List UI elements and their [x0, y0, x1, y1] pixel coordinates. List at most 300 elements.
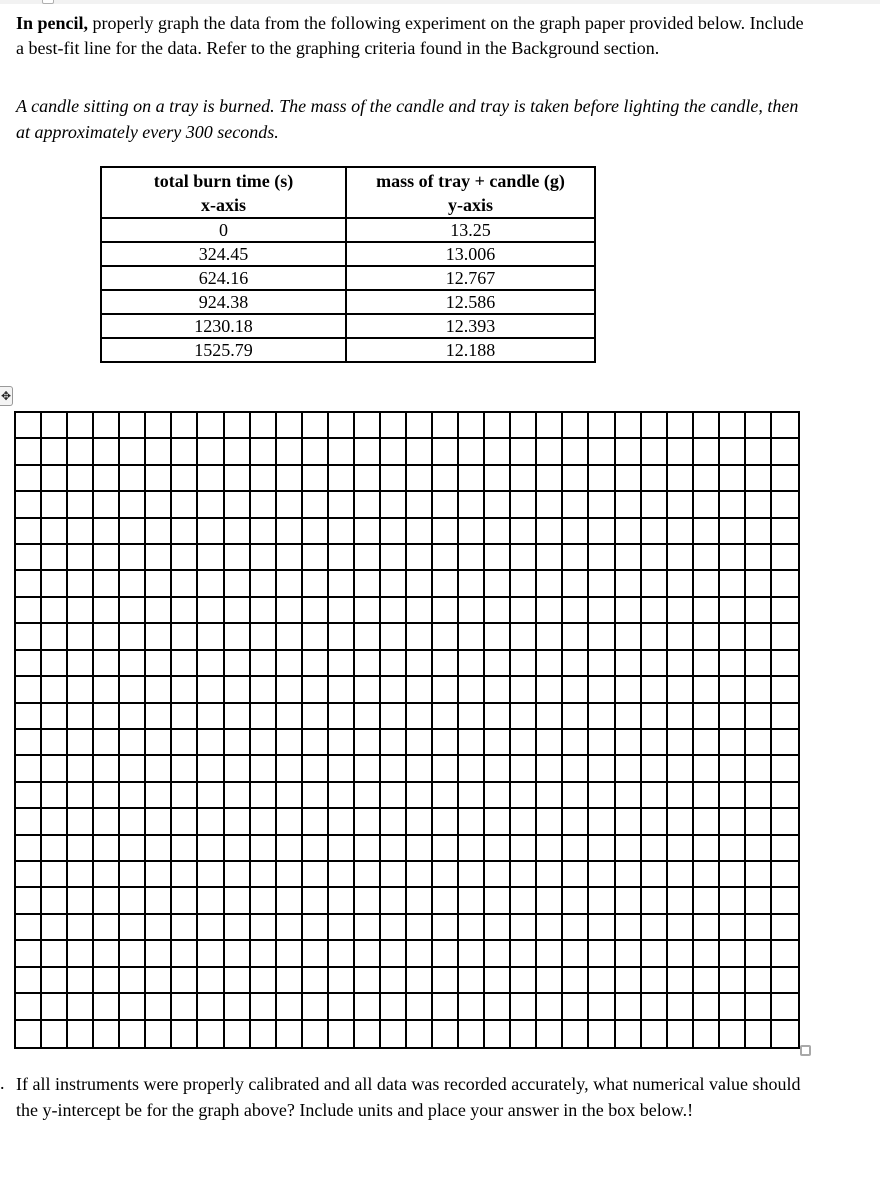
graph-cell [68, 571, 94, 597]
graph-cell [381, 756, 407, 782]
graph-cell [251, 915, 277, 941]
graph-cell [485, 651, 511, 677]
graph-cell [251, 519, 277, 545]
graph-cell [251, 704, 277, 730]
graph-cell [172, 413, 198, 439]
graph-cell [251, 624, 277, 650]
graph-cell [407, 888, 433, 914]
graph-cell [433, 704, 459, 730]
graph-paper-grid[interactable] [14, 411, 800, 1049]
graph-cell [94, 862, 120, 888]
graph-cell [668, 571, 694, 597]
graph-cell [407, 809, 433, 835]
graph-cell [459, 994, 485, 1020]
graph-cell [616, 545, 642, 571]
graph-cell [329, 624, 355, 650]
graph-cell [720, 466, 746, 492]
graph-cell [485, 545, 511, 571]
graph-cell [746, 545, 772, 571]
graph-cell [407, 651, 433, 677]
graph-cell [537, 730, 563, 756]
graph-cell [225, 519, 251, 545]
graph-cell [563, 651, 589, 677]
graph-cell [720, 836, 746, 862]
graph-cell [433, 519, 459, 545]
graph-cell [746, 519, 772, 545]
graph-cell [772, 783, 798, 809]
graph-cell [642, 915, 668, 941]
graph-cell [772, 704, 798, 730]
graph-cell [198, 783, 224, 809]
graph-cell [485, 915, 511, 941]
graph-cell [120, 915, 146, 941]
graph-cell [146, 888, 172, 914]
graph-cell [616, 704, 642, 730]
graph-cell [42, 651, 68, 677]
graph-cell [511, 545, 537, 571]
graph-cell [642, 941, 668, 967]
graph-cell [668, 439, 694, 465]
graph-cell [251, 466, 277, 492]
graph-cell [381, 651, 407, 677]
graph-cell [694, 466, 720, 492]
graph-cell [277, 624, 303, 650]
graph-cell [694, 1021, 720, 1047]
graph-cell [433, 651, 459, 677]
graph-cell [68, 1021, 94, 1047]
graph-cell [720, 994, 746, 1020]
graph-cell [668, 677, 694, 703]
graph-cell [198, 492, 224, 518]
graph-cell [146, 571, 172, 597]
graph-cell [772, 439, 798, 465]
graph-cell [198, 915, 224, 941]
graph-cell [537, 439, 563, 465]
table-row [101, 266, 595, 290]
graph-cell [120, 836, 146, 862]
graph-cell [172, 545, 198, 571]
graph-cell [303, 598, 329, 624]
graph-cell [589, 598, 615, 624]
graph-cell [511, 756, 537, 782]
graph-cell [198, 888, 224, 914]
graph-cell [355, 888, 381, 914]
table-row [101, 314, 595, 338]
graph-cell [68, 519, 94, 545]
graph-cell [42, 1021, 68, 1047]
graph-cell [303, 836, 329, 862]
graph-cell [94, 598, 120, 624]
graph-cell [616, 809, 642, 835]
graph-cell [16, 704, 42, 730]
data-table [100, 166, 596, 363]
graph-cell [94, 968, 120, 994]
graph-cell [433, 915, 459, 941]
graph-cell [120, 492, 146, 518]
graph-cell [537, 519, 563, 545]
graph-cell [16, 809, 42, 835]
graph-cell [42, 968, 68, 994]
graph-cell [433, 888, 459, 914]
graph-cell [16, 915, 42, 941]
graph-cell [720, 968, 746, 994]
graph-cell [172, 994, 198, 1020]
graph-cell [459, 809, 485, 835]
graph-cell [668, 492, 694, 518]
graph-cell [277, 783, 303, 809]
table-resize-handle[interactable] [800, 1045, 811, 1056]
graph-cell [146, 862, 172, 888]
graph-cell [94, 756, 120, 782]
graph-cell [511, 598, 537, 624]
graph-cell [68, 730, 94, 756]
graph-cell [746, 888, 772, 914]
graph-cell [172, 915, 198, 941]
graph-cell [355, 809, 381, 835]
graph-cell [511, 730, 537, 756]
graph-cell [511, 439, 537, 465]
graph-cell [146, 783, 172, 809]
graph-cell [668, 941, 694, 967]
graph-cell [746, 809, 772, 835]
graph-cell [355, 941, 381, 967]
graph-cell [433, 836, 459, 862]
graph-cell [537, 915, 563, 941]
graph-cell [485, 756, 511, 782]
graph-cell [94, 809, 120, 835]
graph-cell [694, 783, 720, 809]
graph-cell [303, 756, 329, 782]
graph-cell [225, 888, 251, 914]
graph-cell [511, 466, 537, 492]
graph-cell [694, 545, 720, 571]
graph-cell [42, 809, 68, 835]
graph-cell [720, 571, 746, 597]
instructions-bold-lead: In pencil, [16, 13, 89, 33]
graph-cell [329, 941, 355, 967]
graph-cell [668, 624, 694, 650]
graph-cell [68, 836, 94, 862]
graph-cell [459, 915, 485, 941]
graph-cell [172, 598, 198, 624]
cell-time: 924.38 [101, 290, 346, 314]
graph-cell [329, 783, 355, 809]
graph-cell [16, 598, 42, 624]
graph-cell [459, 651, 485, 677]
graph-cell [42, 704, 68, 730]
graph-cell [537, 651, 563, 677]
cell-mass: 13.006 [346, 242, 595, 266]
graph-cell [589, 571, 615, 597]
graph-cell [563, 888, 589, 914]
graph-cell [668, 730, 694, 756]
graph-cell [355, 1021, 381, 1047]
graph-cell [120, 994, 146, 1020]
graph-cell [537, 624, 563, 650]
graph-cell [251, 439, 277, 465]
graph-cell [42, 941, 68, 967]
graph-cell [642, 413, 668, 439]
cell-time: 1525.79 [101, 338, 346, 362]
graph-cell [16, 492, 42, 518]
graph-cell [668, 651, 694, 677]
graph-cell [42, 730, 68, 756]
graph-cell [459, 756, 485, 782]
graph-cell [485, 888, 511, 914]
graph-cell [642, 994, 668, 1020]
graph-cell [120, 730, 146, 756]
instructions-text: properly graph the data from the following experiment on the graph paper provided below. Include a best-fit line for the data. Refer to the graphing criteria found in the Background section. [16, 13, 804, 58]
graph-cell [694, 651, 720, 677]
graph-cell [94, 651, 120, 677]
graph-cell [433, 941, 459, 967]
graph-cell [694, 624, 720, 650]
graph-cell [642, 624, 668, 650]
graph-cell [642, 968, 668, 994]
graph-cell [459, 519, 485, 545]
graph-cell [303, 624, 329, 650]
graph-cell [172, 651, 198, 677]
graph-cell [642, 598, 668, 624]
cell-time: 0 [101, 218, 346, 242]
graph-cell [42, 836, 68, 862]
graph-cell [120, 677, 146, 703]
graph-cell [694, 756, 720, 782]
graph-cell [198, 571, 224, 597]
graph-cell [68, 756, 94, 782]
graph-cell [616, 624, 642, 650]
graph-cell [642, 704, 668, 730]
graph-cell [198, 545, 224, 571]
graph-cell [772, 888, 798, 914]
cell-mass: 12.586 [346, 290, 595, 314]
graph-cell [120, 598, 146, 624]
graph-cell [329, 571, 355, 597]
graph-cell [355, 466, 381, 492]
graph-cell [16, 651, 42, 677]
graph-cell [668, 466, 694, 492]
graph-cell [511, 571, 537, 597]
graph-cell [589, 915, 615, 941]
graph-cell [459, 439, 485, 465]
graph-cell [772, 809, 798, 835]
graph-cell [355, 862, 381, 888]
graph-cell [329, 994, 355, 1020]
instructions-paragraph [16, 11, 816, 60]
graph-cell [355, 492, 381, 518]
graph-cell [563, 994, 589, 1020]
graph-cell [68, 862, 94, 888]
graph-cell [146, 439, 172, 465]
graph-cell [355, 915, 381, 941]
graph-cell [329, 915, 355, 941]
graph-cell [746, 571, 772, 597]
graph-cell [225, 492, 251, 518]
graph-cell [172, 941, 198, 967]
graph-cell [16, 862, 42, 888]
graph-cell [146, 624, 172, 650]
graph-cell [485, 809, 511, 835]
graph-cell [694, 862, 720, 888]
graph-cell [172, 862, 198, 888]
graph-cell [720, 809, 746, 835]
graph-cell [198, 941, 224, 967]
graph-cell [146, 968, 172, 994]
graph-cell [381, 466, 407, 492]
graph-cell [198, 994, 224, 1020]
graph-cell [485, 677, 511, 703]
graph-cell [511, 783, 537, 809]
graph-cell [407, 624, 433, 650]
graph-cell [459, 862, 485, 888]
graph-cell [459, 598, 485, 624]
header-y [346, 167, 595, 218]
graph-cell [407, 492, 433, 518]
graph-cell [459, 730, 485, 756]
graph-cell [16, 1021, 42, 1047]
graph-cell [146, 941, 172, 967]
graph-cell [433, 598, 459, 624]
graph-cell [511, 994, 537, 1020]
graph-cell [642, 519, 668, 545]
graph-cell [485, 571, 511, 597]
graph-cell [433, 994, 459, 1020]
graph-cell [589, 545, 615, 571]
graph-cell [16, 439, 42, 465]
graph-cell [146, 413, 172, 439]
graph-cell [42, 571, 68, 597]
graph-cell [94, 994, 120, 1020]
graph-cell [772, 915, 798, 941]
graph-cell [720, 651, 746, 677]
graph-cell [407, 519, 433, 545]
graph-cell [94, 492, 120, 518]
graph-cell [146, 704, 172, 730]
graph-cell [94, 730, 120, 756]
graph-cell [225, 413, 251, 439]
graph-cell [746, 492, 772, 518]
graph-cell [616, 756, 642, 782]
graph-cell [225, 862, 251, 888]
graph-cell [381, 809, 407, 835]
graph-cell [251, 571, 277, 597]
graph-cell [746, 624, 772, 650]
graph-cell [746, 677, 772, 703]
graph-cell [251, 968, 277, 994]
graph-cell [172, 1021, 198, 1047]
graph-cell [433, 862, 459, 888]
graph-cell [589, 651, 615, 677]
graph-cell [68, 598, 94, 624]
top-resize-handle[interactable] [42, 0, 54, 4]
graph-cell [303, 730, 329, 756]
graph-cell [407, 545, 433, 571]
graph-cell [16, 413, 42, 439]
graph-cell [485, 994, 511, 1020]
graph-cell [277, 862, 303, 888]
table-row [101, 290, 595, 314]
graph-cell [642, 783, 668, 809]
graph-cell [537, 492, 563, 518]
graph-cell [381, 730, 407, 756]
graph-cell [459, 836, 485, 862]
graph-cell [616, 1021, 642, 1047]
graph-cell [485, 968, 511, 994]
graph-cell [277, 519, 303, 545]
graph-cell [68, 545, 94, 571]
graph-cell [68, 809, 94, 835]
graph-cell [485, 492, 511, 518]
graph-cell [668, 756, 694, 782]
graph-cell [772, 492, 798, 518]
graph-cell [563, 704, 589, 730]
graph-cell [511, 888, 537, 914]
graph-cell [225, 809, 251, 835]
graph-cell [303, 466, 329, 492]
graph-cell [537, 571, 563, 597]
graph-cell [16, 756, 42, 782]
graph-cell [433, 466, 459, 492]
graph-cell [642, 439, 668, 465]
graph-cell [381, 439, 407, 465]
graph-cell [381, 836, 407, 862]
graph-cell [433, 413, 459, 439]
graph-cell [694, 809, 720, 835]
graph-cell [198, 598, 224, 624]
graph-cell [616, 968, 642, 994]
graph-cell [251, 1021, 277, 1047]
graph-cell [225, 941, 251, 967]
header-y-label: mass of tray + candle (g) [376, 171, 565, 191]
graph-cell [16, 994, 42, 1020]
graph-cell [746, 783, 772, 809]
graph-cell [68, 915, 94, 941]
graph-cell [563, 519, 589, 545]
graph-cell [225, 571, 251, 597]
graph-cell [589, 783, 615, 809]
graph-cell [94, 624, 120, 650]
graph-cell [537, 968, 563, 994]
graph-cell [251, 492, 277, 518]
graph-cell [68, 968, 94, 994]
graph-cell [329, 888, 355, 914]
graph-cell [120, 624, 146, 650]
graph-cell [563, 783, 589, 809]
graph-cell [694, 677, 720, 703]
graph-cell [329, 836, 355, 862]
graph-cell [668, 809, 694, 835]
graph-cell [459, 677, 485, 703]
graph-cell [16, 888, 42, 914]
graph-cell [772, 651, 798, 677]
cell-mass: 12.188 [346, 338, 595, 362]
graph-cell [668, 598, 694, 624]
table-move-handle-icon[interactable]: ✥ [0, 386, 13, 406]
graph-cell [746, 598, 772, 624]
graph-cell [563, 571, 589, 597]
graph-cell [277, 545, 303, 571]
graph-cell [16, 624, 42, 650]
graph-cell [120, 1021, 146, 1047]
graph-cell [720, 439, 746, 465]
graph-cell [720, 492, 746, 518]
graph-cell [433, 492, 459, 518]
graph-cell [563, 624, 589, 650]
graph-cell [172, 492, 198, 518]
graph-cell [381, 492, 407, 518]
graph-cell [355, 571, 381, 597]
graph-cell [642, 809, 668, 835]
